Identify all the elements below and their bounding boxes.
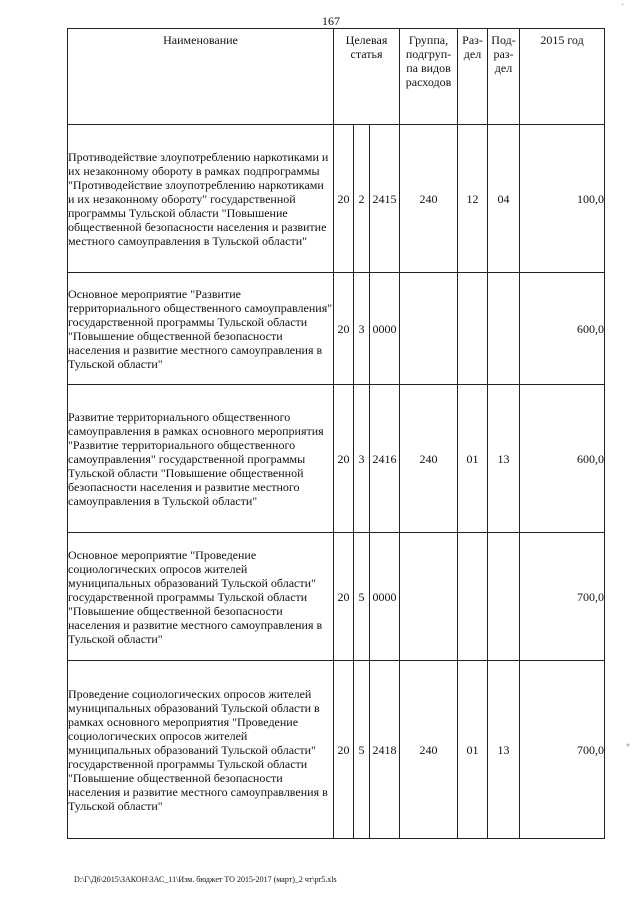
amount: 700,0 xyxy=(520,661,605,839)
section: 01 xyxy=(458,661,488,839)
subsection: 13 xyxy=(488,661,520,839)
article-part-2: 5 xyxy=(354,533,370,661)
table-row xyxy=(68,661,605,839)
expense-group: 240 xyxy=(400,125,458,273)
header-year: 2015 год xyxy=(520,29,605,125)
row-name: Проведение социологических опросов жителей муниципальных образований Тульской области в рамках основного мероприятия "Проведение социологических опросов жителей муниципальных образований Тульской области" государственной программы Тульской области "Повышение общественной безопасности населения и развитие местного самоуправлвения в Тульской области" xyxy=(68,661,334,839)
table-row xyxy=(68,273,605,385)
header-subsection: Под-раз-дел xyxy=(488,29,520,125)
expense-group xyxy=(400,533,458,661)
article-part-2: 5 xyxy=(354,661,370,839)
header-section: Раз-дел xyxy=(458,29,488,125)
article-part-2: 3 xyxy=(354,385,370,533)
article-part-1: 20 xyxy=(334,273,354,385)
table-row xyxy=(68,533,605,661)
amount: 600,0 xyxy=(520,273,605,385)
article-part-1: 20 xyxy=(334,125,354,273)
budget-table xyxy=(67,28,605,839)
subsection: 13 xyxy=(488,385,520,533)
header-target-article: Целевая статья xyxy=(334,29,400,125)
page-number: 167 xyxy=(322,14,340,28)
amount: 600,0 xyxy=(520,385,605,533)
expense-group: 240 xyxy=(400,385,458,533)
expense-group: 240 xyxy=(400,661,458,839)
amount: 700,0 xyxy=(520,533,605,661)
section xyxy=(458,273,488,385)
article-part-3: 0000 xyxy=(370,533,400,661)
amount: 100,0 xyxy=(520,125,605,273)
article-part-3: 2418 xyxy=(370,661,400,839)
header-row xyxy=(68,29,605,125)
article-part-2: 2 xyxy=(354,125,370,273)
article-part-3: 2415 xyxy=(370,125,400,273)
subsection xyxy=(488,273,520,385)
table-row xyxy=(68,125,605,273)
article-part-3: 0000 xyxy=(370,273,400,385)
scan-mark: ⁎ xyxy=(626,740,630,749)
file-path-footer: D:\Г\Д6\2015\ЗАКОН\ЗАС_11\Изм. бюджет ТО 2015-2017 (март)_2 чт\pr5.xls xyxy=(74,875,337,884)
section xyxy=(458,533,488,661)
subsection xyxy=(488,533,520,661)
article-part-3: 2416 xyxy=(370,385,400,533)
header-expense-group: Группа, подгруп-па видов расходов xyxy=(400,29,458,125)
table-row xyxy=(68,385,605,533)
article-part-1: 20 xyxy=(334,385,354,533)
section: 12 xyxy=(458,125,488,273)
header-name: Наименование xyxy=(68,29,334,125)
article-part-1: 20 xyxy=(334,533,354,661)
article-part-1: 20 xyxy=(334,661,354,839)
expense-group xyxy=(400,273,458,385)
section: 01 xyxy=(458,385,488,533)
row-name: Развитие территориального общественного самоуправления в рамках основного мероприятия "Развитие территориального общественного самоуправления" государственной программы Тульской области "Повышение общественной безопасности населения и развитие местного самоуправления в Тульской области" xyxy=(68,385,334,533)
row-name: Противодействие злоупотреблению наркотиками и их незаконному обороту в рамках подпрограммы "Противодействие злоупотреблению наркотиками и их незаконному обороту" государственной программы Тульской области "Повышение общественной безопасности населения и развитие местного самоуправления в Тульской области" xyxy=(68,125,334,273)
scan-mark: ' xyxy=(622,2,624,12)
subsection: 04 xyxy=(488,125,520,273)
article-part-2: 3 xyxy=(354,273,370,385)
row-name: Основное мероприятие "Проведение социологических опросов жителей муниципальных образований Тульской области" государственной программы Тульской области "Повышение общественной безопасности населения и развитие местного самоуправления в Тульской области" xyxy=(68,533,334,661)
row-name: Основное мероприятие "Развитие территориального общественного самоуправления" государственной программы Тульской области "Повышение общественной безопасности населения и развитие местного самоуправления в Тульской области" xyxy=(68,273,334,385)
